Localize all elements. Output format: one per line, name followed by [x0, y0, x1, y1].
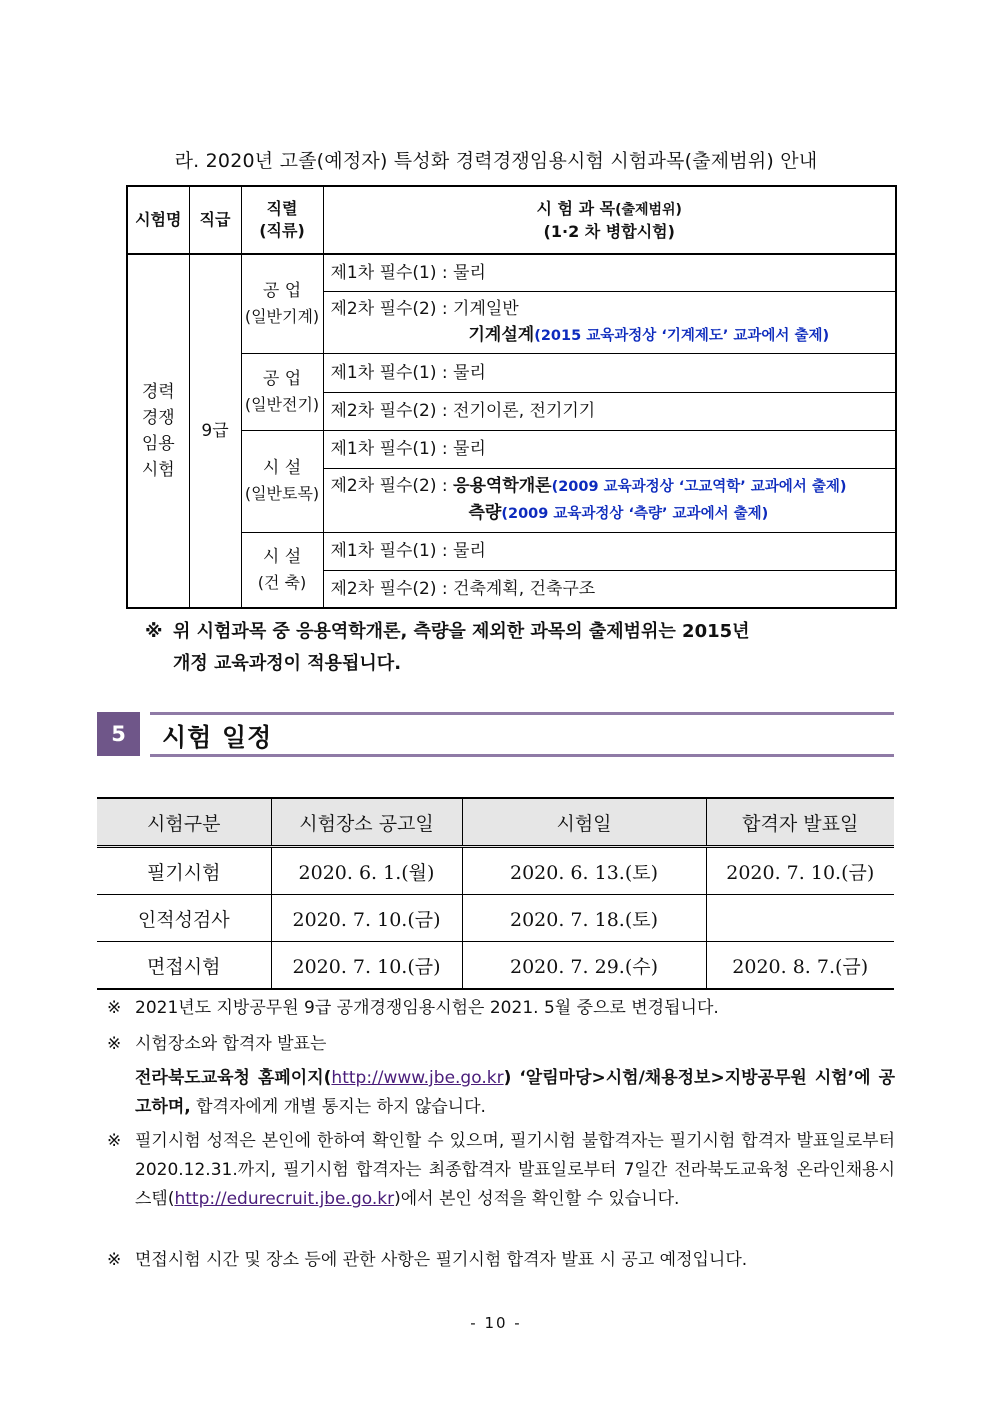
table-row — [127, 430, 896, 468]
table-row — [97, 942, 894, 990]
note-bold-text: ) ‘알림마당>시험/채용정보>지방공무원 시험’에 공고하며, — [135, 1068, 895, 1117]
exam-schedule-table — [97, 797, 894, 990]
header-exam-name: 시험명 — [127, 186, 189, 254]
reference-mark: ※ — [107, 1131, 122, 1151]
schedule-cell: 인적성검사 — [97, 895, 271, 942]
schedule-header-row — [97, 798, 894, 847]
schedule-cell: 2020. 7. 18.(토) — [462, 895, 706, 942]
exam-subjects-table — [126, 185, 897, 609]
schedule-cell: 2020. 6. 13.(토) — [462, 847, 706, 895]
subject-first: 제1차 필수(1) : 물리 — [323, 430, 896, 468]
section-number-badge: 5 — [97, 712, 140, 756]
note-bold-text: 전라북도교육청 홈페이지( — [135, 1068, 332, 1088]
reference-mark: ※ — [107, 1034, 122, 1054]
schedule-cell: 2020. 7. 10.(금) — [271, 942, 462, 990]
job-main: 시 설 — [262, 546, 302, 567]
exam-name-line: 경쟁 — [141, 408, 175, 428]
table-row — [97, 895, 894, 942]
subject-scope-note: (2009 교육과정상 ‘고교역학’ 교과에서 출제) — [551, 479, 847, 495]
table-header-row — [127, 186, 896, 254]
schedule-cell: 2020. 7. 10.(금) — [271, 895, 462, 942]
note-item — [107, 1030, 897, 1059]
note-item — [107, 1246, 897, 1275]
exam-name-line: 경력 — [141, 382, 175, 402]
section-divider-bottom — [150, 754, 894, 757]
note-item — [107, 994, 897, 1023]
job-main: 공 업 — [262, 280, 302, 301]
subject-bold: 기계설계 — [468, 324, 535, 345]
subject-second-prefix: 제2차 필수(2) : — [330, 298, 454, 319]
table-row — [97, 847, 894, 895]
page-number: - 10 - — [470, 1314, 522, 1332]
job-sub: (일반기계) — [244, 306, 320, 326]
edurecruit-link[interactable]: http://edurecruit.jbe.go.kr — [174, 1189, 395, 1209]
header-subjects — [323, 186, 896, 254]
subject-second — [323, 468, 896, 532]
schedule-header-cell: 합격자 발표일 — [706, 798, 894, 847]
table-row — [127, 532, 896, 570]
job-series-cell — [241, 254, 323, 353]
schedule-cell: 면접시험 — [97, 942, 271, 990]
table-row — [127, 254, 896, 291]
job-series-cell — [241, 430, 323, 532]
note-text: 시험장소와 합격자 발표는 — [135, 1034, 327, 1054]
schedule-cell: 2020. 6. 1.(월) — [271, 847, 462, 895]
subject-first: 제1차 필수(1) : 물리 — [323, 353, 896, 392]
job-sub: (건 축) — [257, 572, 307, 592]
exam-name-line: 시험 — [141, 460, 175, 480]
subject-scope-note: (2015 교육과정상 ‘기계제도’ 교과에서 출제) — [534, 327, 830, 344]
note-item — [107, 1127, 897, 1214]
job-main: 공 업 — [262, 368, 302, 389]
schedule-header-cell: 시험일 — [462, 798, 706, 847]
reference-mark: ※ — [107, 998, 122, 1018]
subject-bold: 측량 — [468, 503, 502, 523]
job-series-cell — [241, 353, 323, 430]
note-text: )에서 본인 성적을 확인할 수 있습니다. — [394, 1189, 680, 1209]
schedule-cell: 2020. 7. 10.(금) — [706, 847, 894, 895]
subject-bold: 응용역학개론 — [453, 476, 552, 496]
exam-name-cell — [127, 254, 189, 608]
note-item-continued — [107, 1064, 897, 1122]
job-series-cell — [241, 532, 323, 608]
scope-note — [145, 616, 895, 680]
note-text: 필기시험 성적은 본인에 한하여 확인할 수 있으며, 필기시험 불합격자는 필기시험 합격자 발표일로부터 2020.12.31.까지, 필기시험 합격자는 최종합격자 발표일로부터 7일간 전라북도교육청 온라인채용시스템( — [135, 1131, 895, 1209]
jbe-homepage-link[interactable]: http://www.jbe.go.kr — [331, 1068, 504, 1088]
schedule-header-cell: 시험구분 — [97, 798, 271, 847]
reference-mark: ※ — [145, 621, 163, 642]
subject-second: 제2차 필수(2) : 전기이론, 전기기기 — [323, 392, 896, 430]
scope-note-line2: 개정 교육과정이 적용됩니다. — [173, 653, 402, 674]
job-main: 시 설 — [262, 458, 302, 478]
schedule-cell: 2020. 7. 29.(수) — [462, 942, 706, 990]
header-job-series-line2: (직류) — [259, 221, 305, 240]
subject-first: 제1차 필수(1) : 물리 — [323, 254, 896, 291]
note-text: 면접시험 시간 및 장소 등에 관한 사항은 필기시험 합격자 발표 시 공고 예정입니다. — [135, 1250, 748, 1270]
header-subjects-line2: (1·2 차 병합시험) — [543, 221, 675, 241]
header-grade: 직급 — [189, 186, 241, 254]
schedule-cell: 필기시험 — [97, 847, 271, 895]
job-sub: (일반토목) — [244, 484, 320, 503]
header-job-series — [241, 186, 323, 254]
schedule-cell — [706, 895, 894, 942]
table-row — [127, 353, 896, 392]
reference-mark: ※ — [107, 1250, 122, 1270]
schedule-header-cell: 시험장소 공고일 — [271, 798, 462, 847]
header-job-series-line1: 직렬 — [266, 199, 298, 218]
section-heading: 시험 일정 — [162, 723, 273, 752]
note-text: 2021년도 지방공무원 9급 공개경쟁임용시험은 2021. 5월 중으로 변경됩니다. — [135, 998, 719, 1018]
header-subjects-sub: (출제범위) — [615, 201, 682, 218]
scope-note-line1: 위 시험과목 중 응용역학개론, 측량을 제외한 과목의 출제범위는 2015년 — [173, 621, 750, 642]
note-text: 합격자에게 개별 통지는 하지 않습니다. — [190, 1097, 486, 1117]
section-title: 라. 2020년 고졸(예정자) 특성화 경력경쟁임용시험 시험과목(출제범위) 안내 — [174, 150, 818, 172]
schedule-cell: 2020. 8. 7.(금) — [706, 942, 894, 990]
subject-second: 제2차 필수(2) : 건축계획, 건축구조 — [323, 570, 896, 608]
grade-cell: 9급 — [189, 254, 241, 608]
section-divider-top — [150, 712, 894, 715]
subject-first: 제1차 필수(1) : 물리 — [323, 532, 896, 570]
subject-scope-note: (2009 교육과정상 ‘측량’ 교과에서 출제) — [501, 506, 769, 522]
subject-second-prefix: 제2차 필수(2) : — [330, 476, 454, 496]
subject-plain: 기계일반 — [453, 298, 519, 319]
header-subjects-main: 시 험 과 목 — [536, 198, 616, 218]
exam-name-line: 임용 — [141, 434, 175, 454]
job-sub: (일반전기) — [244, 394, 320, 414]
subject-second — [323, 291, 896, 353]
